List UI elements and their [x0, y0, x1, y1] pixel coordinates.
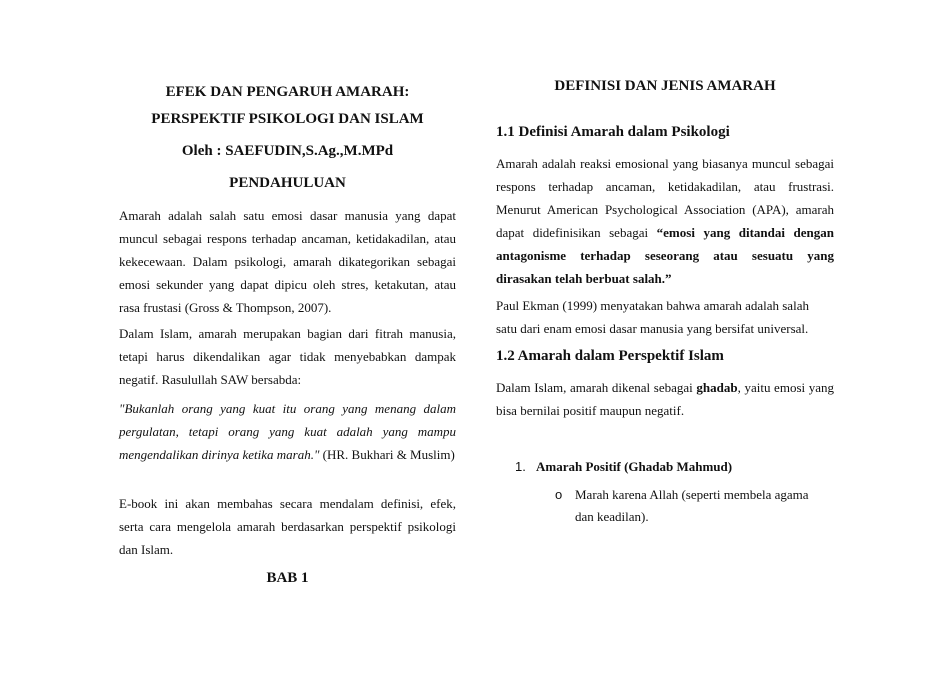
chapter-label: BAB 1: [266, 570, 309, 586]
ghadab-term: ghadab: [696, 380, 738, 395]
list-label: Amarah Positif (Ghadab Mahmud): [536, 459, 733, 474]
title-line-1: EFEK DAN PENGARUH AMARAH:: [165, 84, 410, 100]
ghadab-text-end: , yaitu emosi yang bisa bernilai positif maupun negatif.: [496, 380, 834, 418]
right-title: DEFINISI DAN JENIS AMARAH: [554, 78, 776, 94]
title-line-2: PERSPEKTIF PSIKOLOGI DAN ISLAM: [151, 111, 424, 127]
paragraph-definisi: [496, 152, 834, 290]
hadith-source: (HR. Bukhari & Muslim): [319, 447, 455, 462]
hadith-quote-text: "Bukanlah orang yang kuat itu orang yang menang dalam pergulatan, tetapi orang yang kuat adalah yang mampu mengendalikan dirinya ketika marah.": [119, 401, 456, 462]
list-number: 1.: [515, 459, 526, 474]
bullet-line-2: dan keadilan).: [575, 509, 649, 524]
paragraph-ekman: [496, 294, 834, 340]
section-heading-pendahuluan: PENDAHULUAN: [229, 175, 346, 191]
paragraph-ebook: E-book ini akan membahas secara mendalam definisi, efek, serta cara mengelola amarah berdasarkan perspektif psikologi dan Islam.: [119, 496, 456, 557]
ekman-line-2: satu dari enam emosi dasar manusia yang bersifat universal.: [496, 321, 809, 336]
ekman-line-1: Paul Ekman (1999) menyatakan bahwa amarah adalah salah: [496, 298, 809, 313]
hadith-quote: [119, 397, 456, 466]
heading-perspektif-islam: 1.2 Amarah dalam Perspektif Islam: [496, 348, 724, 364]
definisi-bold-quote: “emosi yang ditandai dengan antagonisme terhadap seseorang atau sesuatu yang dirasakan telah berbuat salah.”: [496, 225, 834, 286]
definisi-text: Amarah adalah reaksi emosional yang biasanya muncul sebagai respons terhadap ancaman, ketidakadilan, atau frustrasi. Menurut American Psychological Association (APA), amarah dapat didefinisikan sebagai: [496, 156, 834, 240]
ghadab-text-start: Dalam Islam, amarah dikenal sebagai: [496, 380, 697, 395]
author-line: Oleh : SAEFUDIN,S.Ag.,M.MPd: [181, 143, 394, 159]
paragraph-islam: Dalam Islam, amarah merupakan bagian dari fitrah manusia, tetapi harus dikendalikan agar tidak menyebabkan dampak negatif. Rasulullah SAW bersabda:: [119, 326, 456, 387]
paragraph-ghadab: [496, 376, 834, 422]
paragraph-intro: Amarah adalah salah satu emosi dasar manusia yang dapat muncul sebagai respons terhadap ancaman, ketidakadilan, atau kekecewaan. Dalam psikologi, amarah dikategorikan sebagai emosi sekunder yang dapat dipicu oleh stres, ketakutan, atau rasa frustasi (Gross & Thompson, 2007).: [119, 208, 456, 315]
bullet-marker: o: [555, 487, 563, 502]
bullet-line-1: Marah karena Allah (seperti membela agama: [575, 487, 809, 502]
heading-definisi-psikologi: 1.1 Definisi Amarah dalam Psikologi: [496, 124, 730, 140]
